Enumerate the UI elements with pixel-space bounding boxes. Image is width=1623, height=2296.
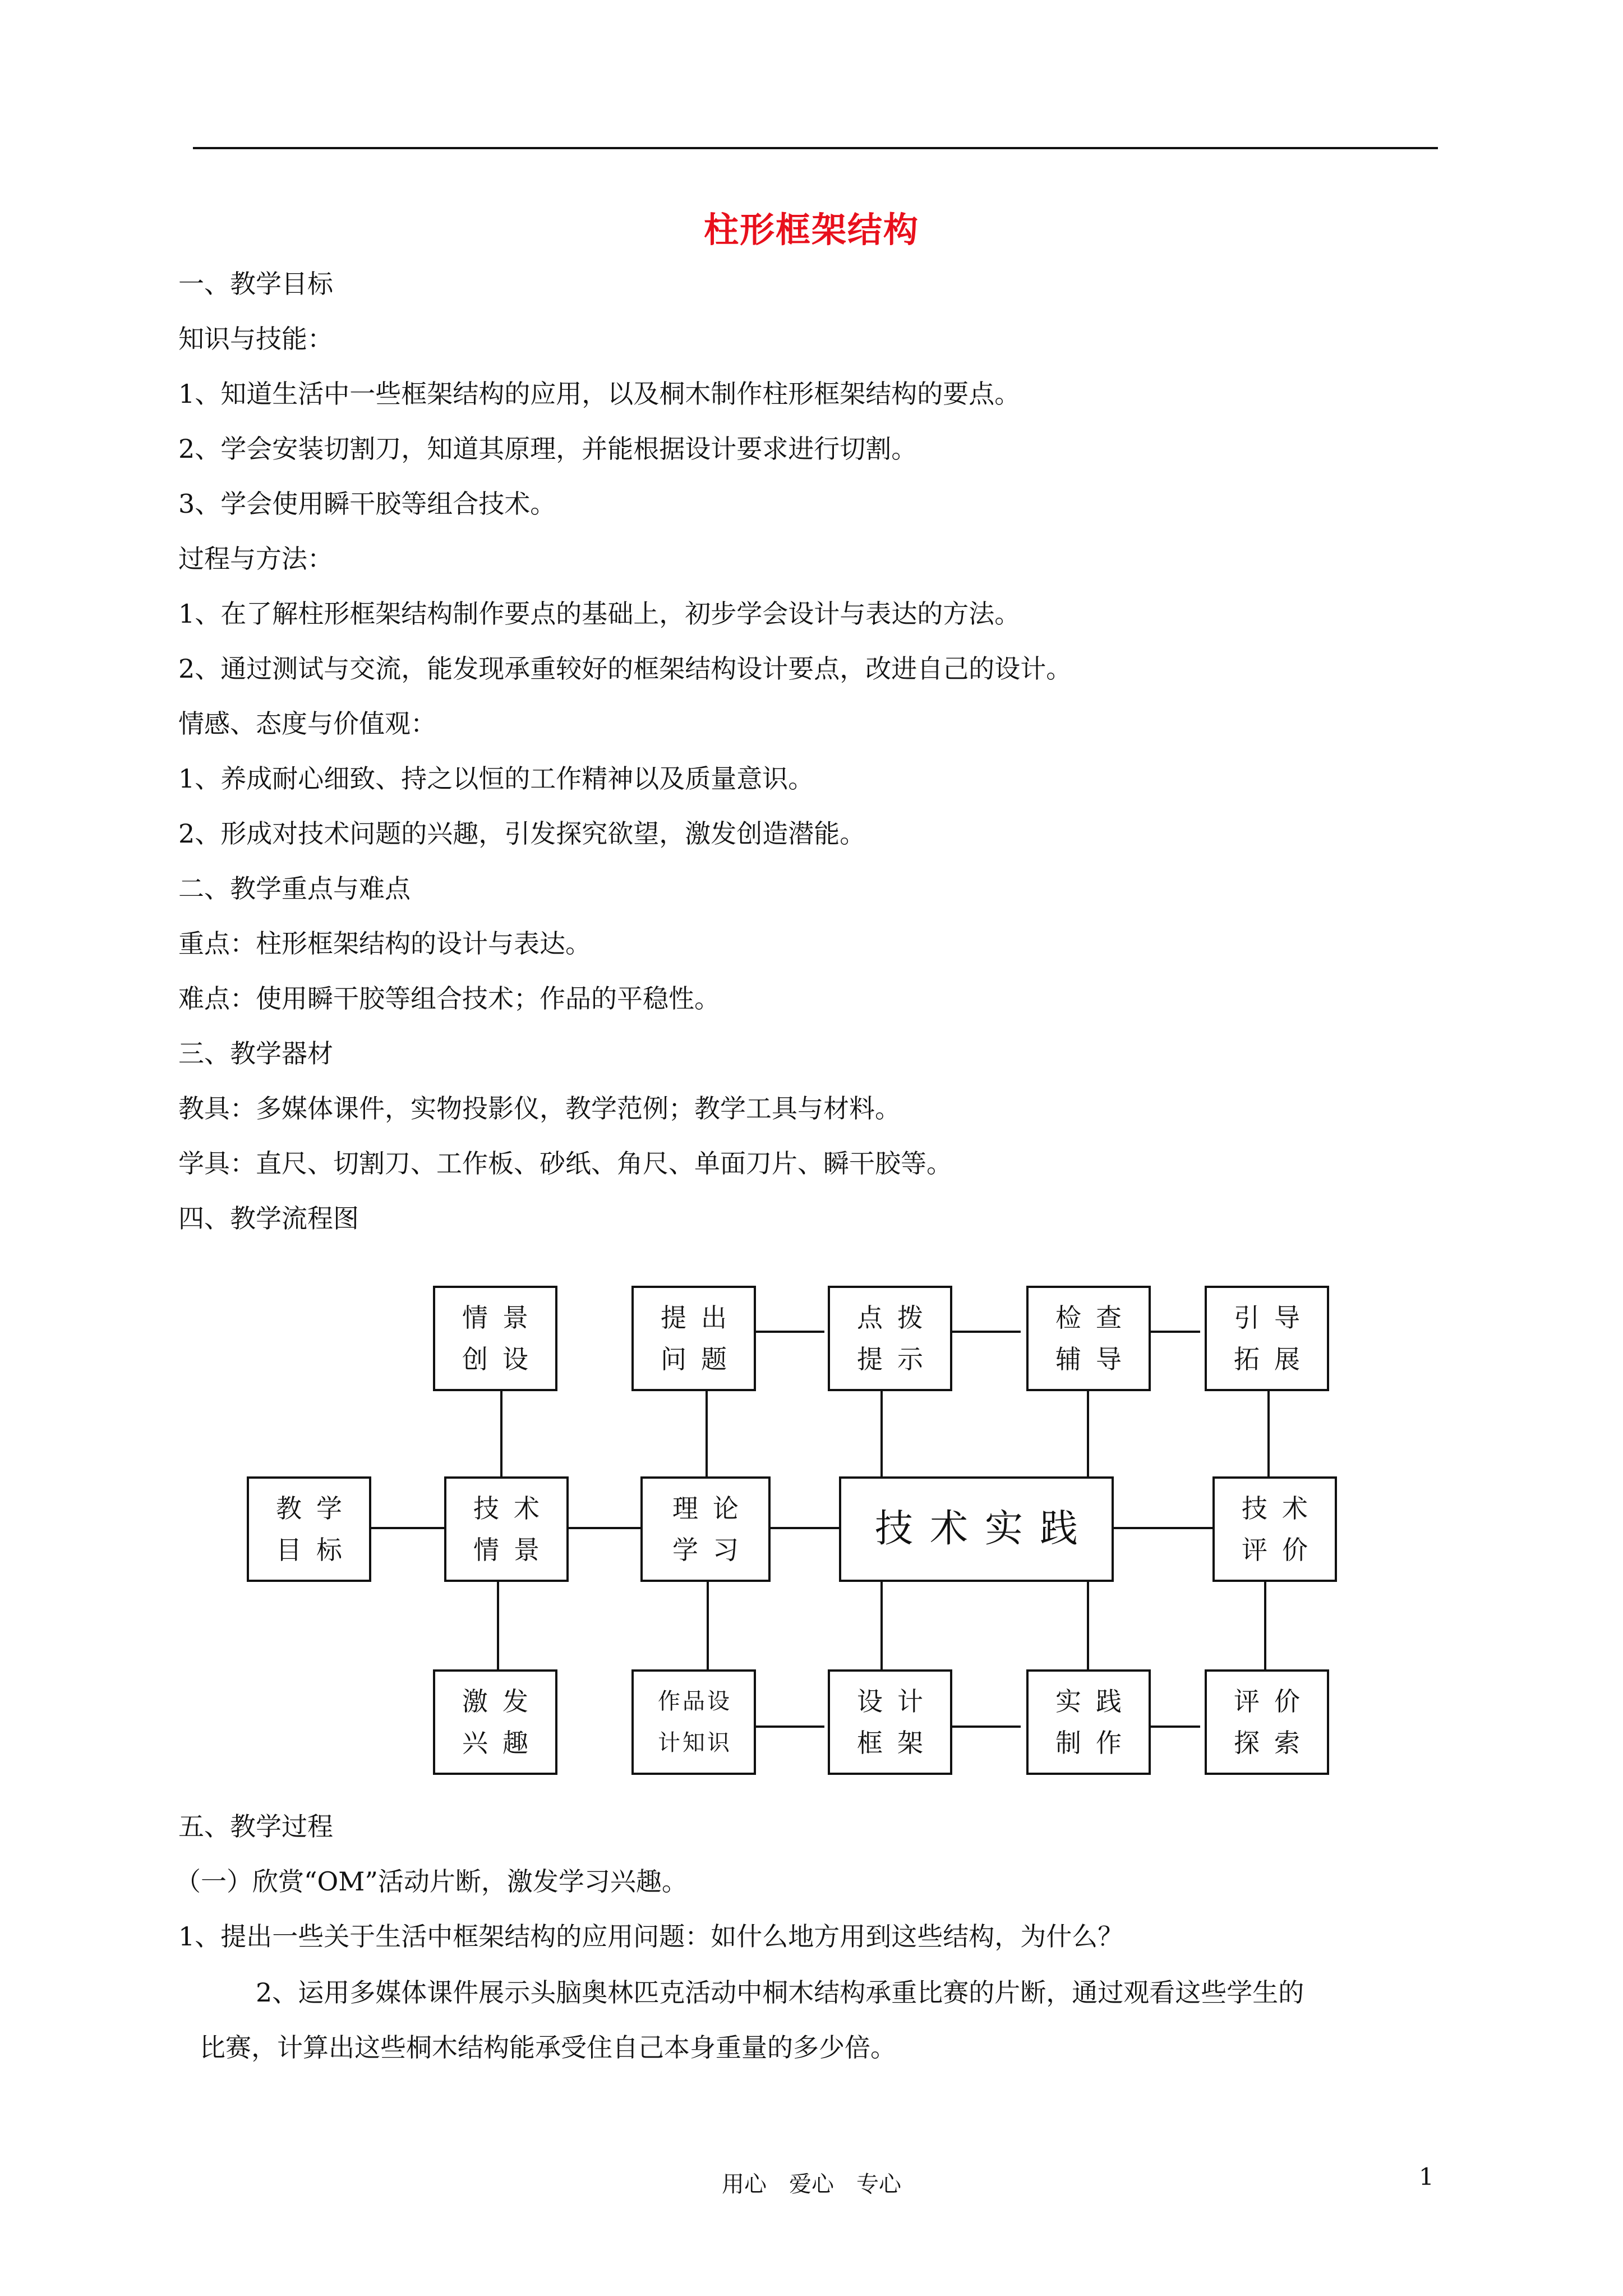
section-heading-2: 二、教学重点与难点 — [178, 873, 411, 904]
flow-box-line: 激发 — [462, 1686, 543, 1717]
section-heading-3: 三、教学器材 — [178, 1038, 333, 1069]
paragraph: 1、养成耐心细致、持之以恒的工作精神以及质量意识。 — [178, 763, 814, 794]
paragraph: 1、知道生活中一些框架结构的应用，以及桐木制作柱形框架结构的要点。 — [178, 379, 1021, 409]
flow-box-line: 制作 — [1055, 1728, 1136, 1758]
flow-box-line: 辅导 — [1055, 1344, 1136, 1374]
flow-box-spark-interest — [433, 1669, 557, 1775]
flow-box-line: 目标 — [276, 1535, 357, 1565]
flow-box-line: 设计 — [857, 1686, 938, 1717]
subheading-knowledge: 知识与技能： — [178, 324, 333, 354]
flow-box-theory-learning — [640, 1476, 771, 1582]
flow-box-line: 提示 — [857, 1344, 938, 1374]
flow-box-line: 创设 — [462, 1344, 543, 1374]
paragraph: 2、形成对技术问题的兴趣，引发探究欲望，激发创造潜能。 — [178, 818, 866, 849]
section-heading-4: 四、教学流程图 — [178, 1203, 359, 1234]
flow-box-tech-evaluation — [1212, 1476, 1337, 1582]
flow-box-guide-extend — [1205, 1286, 1329, 1391]
flow-box-line: 教学 — [276, 1493, 357, 1524]
flow-box-line: 点拨 — [857, 1303, 938, 1333]
flow-box-line: 实践 — [1055, 1686, 1136, 1717]
flow-box-line: 学习 — [672, 1535, 753, 1565]
paragraph: 2、学会安装切割刀，知道其原理，并能根据设计要求进行切割。 — [178, 434, 917, 464]
flow-box-design-frame — [828, 1669, 952, 1775]
flow-box-line: 情景 — [473, 1535, 554, 1565]
paragraph: 2、运用多媒体课件展示头脑奥林匹克活动中桐木结构承重比赛的片断，通过观看这些学生的 — [256, 1977, 1304, 2008]
flow-box-line: 技术 — [473, 1493, 554, 1524]
flow-box-line: 计知识 — [658, 1730, 732, 1756]
paragraph: 难点：使用瞬干胶等组合技术；作品的平稳性。 — [178, 983, 720, 1014]
flow-box-line: 评价 — [1234, 1686, 1315, 1717]
flow-box-line: 提出 — [661, 1303, 741, 1333]
flow-box-evaluate-explore — [1205, 1669, 1329, 1775]
flow-box-line: 探索 — [1234, 1728, 1315, 1758]
subheading-process: 过程与方法： — [178, 544, 333, 574]
flow-box-line: 理论 — [672, 1493, 753, 1524]
flow-box-line: 拓展 — [1234, 1344, 1315, 1374]
flow-box-line: 作品设 — [658, 1688, 732, 1714]
flow-box-line: 问题 — [661, 1344, 741, 1374]
paragraph: 1、提出一些关于生活中框架结构的应用问题：如什么地方用到这些结构，为什么？ — [178, 1921, 1124, 1952]
flow-box-line: 兴趣 — [462, 1728, 543, 1758]
section-heading-1: 一、教学目标 — [178, 269, 333, 299]
flow-box-tech-scenario — [444, 1476, 569, 1582]
flow-box-line: 技术 — [1242, 1493, 1322, 1524]
paragraph: （一）欣赏“OM”活动片断，激发学习兴趣。 — [175, 1866, 688, 1897]
flow-box-line: 引导 — [1234, 1303, 1315, 1333]
flow-box-line: 评价 — [1242, 1535, 1322, 1565]
flow-box-raise-questions — [631, 1286, 756, 1391]
flow-box-teaching-goals — [247, 1476, 371, 1582]
paragraph: 重点：柱形框架结构的设计与表达。 — [178, 928, 591, 959]
paragraph: 教具：多媒体课件，实物投影仪，教学范例；教学工具与材料。 — [178, 1093, 901, 1124]
flow-box-line: 检查 — [1055, 1303, 1136, 1333]
paragraph: 1、在了解柱形框架结构制作要点的基础上，初步学会设计与表达的方法。 — [178, 599, 1021, 629]
paragraph: 3、学会使用瞬干胶等组合技术。 — [178, 489, 556, 519]
flow-box-guidance-hints — [828, 1286, 952, 1391]
paragraph: 学具：直尺、切割刀、工作板、砂纸、角尺、单面刀片、瞬干胶等。 — [178, 1148, 952, 1179]
flow-box-line: 框架 — [857, 1728, 938, 1758]
flow-box-line: 技术实践 — [874, 1507, 1095, 1551]
flowchart-connectors — [236, 1245, 1357, 1784]
flow-box-tech-practice — [839, 1476, 1114, 1582]
page-number: 1 — [1419, 2163, 1434, 2191]
page-title: 柱形框架结构 — [703, 209, 919, 250]
flow-box-line: 情景 — [462, 1303, 543, 1333]
section-heading-5: 五、教学过程 — [178, 1811, 333, 1842]
paragraph: 2、通过测试与交流，能发现承重较好的框架结构设计要点，改进自己的设计。 — [178, 654, 1072, 684]
flow-box-design-knowledge — [631, 1669, 756, 1775]
flow-box-check-assist — [1026, 1286, 1151, 1391]
flow-box-scenario-creation — [433, 1286, 557, 1391]
paragraph: 比赛，计算出这些桐木结构能承受住自己本身重量的多少倍。 — [200, 2032, 896, 2063]
footer-motto: 用心 爱心 专心 — [722, 2171, 901, 2197]
header-rule — [193, 147, 1438, 149]
flow-box-practice-make — [1026, 1669, 1151, 1775]
subheading-attitude: 情感、态度与价值观： — [178, 708, 436, 739]
